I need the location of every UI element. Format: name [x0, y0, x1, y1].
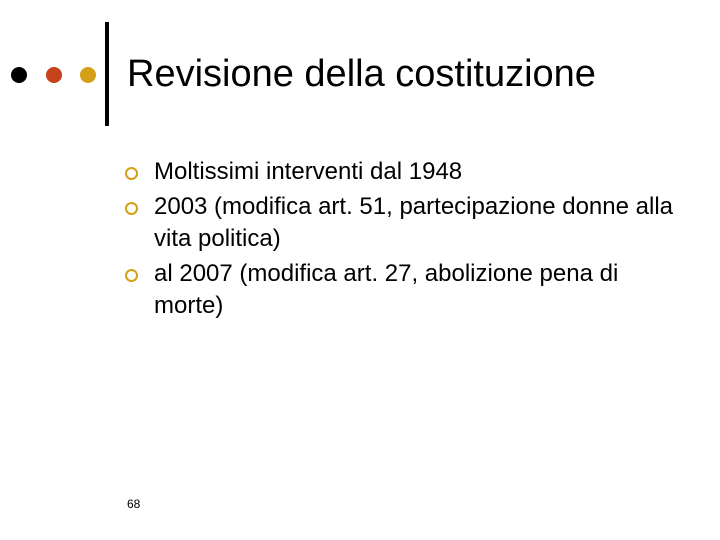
- gold-dot-icon: [80, 67, 96, 83]
- hollow-circle-icon: [125, 269, 138, 282]
- bullet-item: [125, 191, 685, 255]
- slide-title: Revisione della costituzione: [127, 53, 596, 95]
- bullet-text: Moltissimi interventi dal 1948: [154, 158, 463, 185]
- title-divider: [105, 22, 109, 126]
- bullet-text: al 2007 (modifica art. 27, abolizione pena di morte): [154, 260, 619, 319]
- bullet-item: [125, 258, 685, 322]
- page-number: 68: [127, 497, 141, 511]
- black-dot-icon: [11, 67, 27, 83]
- bullet-text: 2003 (modifica art. 51, partecipazione donne alla vita politica): [154, 193, 673, 252]
- hollow-circle-icon: [125, 202, 138, 215]
- bullet-item: [125, 156, 685, 188]
- decorative-dots: [8, 67, 98, 83]
- red-dot-icon: [46, 67, 62, 83]
- hollow-circle-icon: [125, 167, 138, 180]
- bullet-list: [125, 156, 685, 325]
